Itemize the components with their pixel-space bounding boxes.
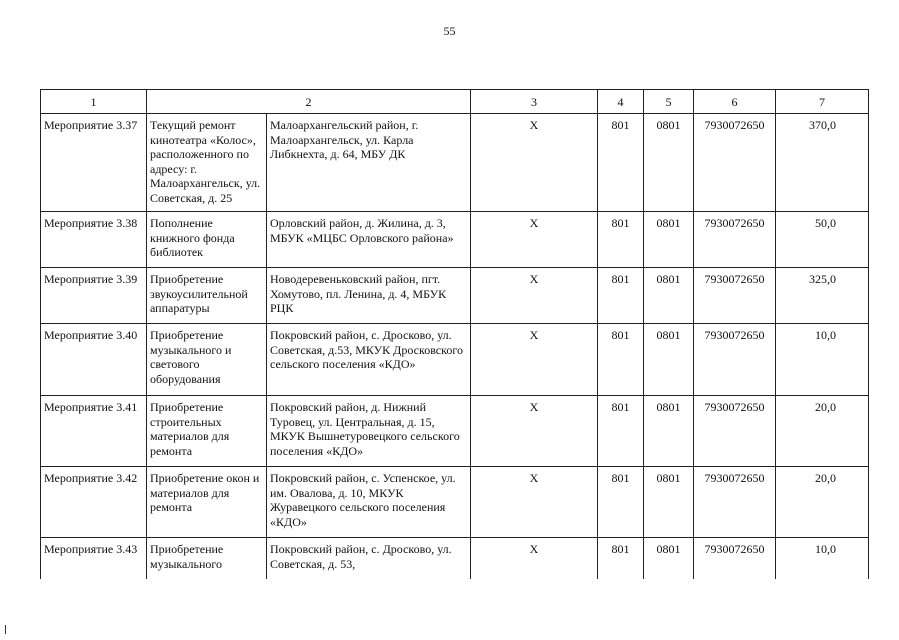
header-col-5: 5 (644, 90, 694, 114)
header-col-4: 4 (598, 90, 644, 114)
event-place-cell: Покровский район, с. Дросково, ул. Советская, д. 53, (267, 538, 471, 580)
col3-cell: Х (471, 467, 598, 538)
amount-cell: 10,0 (776, 538, 869, 580)
amount-cell: 325,0 (776, 268, 869, 324)
event-name-cell: Приобретение музыкального (147, 538, 267, 580)
col4-cell: 801 (598, 268, 644, 324)
event-cell: Мероприятие 3.41 (41, 396, 147, 467)
col6-cell: 7930072650 (694, 212, 776, 268)
budget-table (40, 89, 869, 579)
col4-cell: 801 (598, 538, 644, 580)
amount-cell: 370,0 (776, 114, 869, 212)
col4-cell: 801 (598, 212, 644, 268)
col4-cell: 801 (598, 114, 644, 212)
col5-cell: 0801 (644, 324, 694, 396)
event-name-cell: Приобретение музыкального и светового оборудования (147, 324, 267, 396)
table-row (41, 538, 869, 580)
col6-cell: 7930072650 (694, 268, 776, 324)
col3-cell: Х (471, 324, 598, 396)
table-row (41, 467, 869, 538)
table-header-row (41, 90, 869, 114)
col4-cell: 801 (598, 396, 644, 467)
event-place-cell: Малоархангельский район, г. Малоархангельск, ул. Карла Либкнехта, д. 64, МБУ ДК (267, 114, 471, 212)
col6-cell: 7930072650 (694, 538, 776, 580)
amount-cell: 20,0 (776, 467, 869, 538)
budget-table-container (40, 89, 869, 579)
col6-cell: 7930072650 (694, 114, 776, 212)
col6-cell: 7930072650 (694, 467, 776, 538)
amount-cell: 50,0 (776, 212, 869, 268)
event-name-cell: Приобретение строительных материалов для ремонта (147, 396, 267, 467)
amount-cell: 20,0 (776, 396, 869, 467)
col3-cell: Х (471, 538, 598, 580)
event-cell: Мероприятие 3.37 (41, 114, 147, 212)
col5-cell: 0801 (644, 268, 694, 324)
event-name-cell: Приобретение звукоусилительной аппаратуры (147, 268, 267, 324)
col4-cell: 801 (598, 467, 644, 538)
event-place-cell: Покровский район, с. Дросково, ул. Советская, д.53, МКУК Дросковского сельского поселения «КДО» (267, 324, 471, 396)
table-row (41, 212, 869, 268)
event-cell: Мероприятие 3.38 (41, 212, 147, 268)
col3-cell: Х (471, 396, 598, 467)
page-number: 55 (443, 24, 456, 38)
event-cell: Мероприятие 3.39 (41, 268, 147, 324)
table-row (41, 324, 869, 396)
event-cell: Мероприятие 3.42 (41, 467, 147, 538)
event-place-cell: Новодеревеньковский район, пгт. Хомутово, пл. Ленина, д. 4, МБУК РЦК (267, 268, 471, 324)
table-row (41, 114, 869, 212)
col5-cell: 0801 (644, 212, 694, 268)
event-place-cell: Покровский район, д. Нижний Туровец, ул. Центральная, д. 15, МКУК Вышнетуровецкого сельского поселения «КДО» (267, 396, 471, 467)
event-place-cell: Орловский район, д. Жилина, д. 3, МБУК «МЦБС Орловского района» (267, 212, 471, 268)
event-name-cell: Пополнение книжного фонда библиотек (147, 212, 267, 268)
header-col-1: 1 (41, 90, 147, 114)
event-cell: Мероприятие 3.43 (41, 538, 147, 580)
col6-cell: 7930072650 (694, 324, 776, 396)
event-name-cell: Текущий ремонт кинотеатра «Колос», расположенного по адресу: г. Малоархангельск, ул. Советская, д. 25 (147, 114, 267, 212)
table-row (41, 268, 869, 324)
col5-cell: 0801 (644, 114, 694, 212)
col3-cell: Х (471, 114, 598, 212)
header-col-7: 7 (776, 90, 869, 114)
event-name-cell: Приобретение окон и материалов для ремонта (147, 467, 267, 538)
col3-cell: Х (471, 268, 598, 324)
header-col-2: 2 (147, 90, 471, 114)
col4-cell: 801 (598, 324, 644, 396)
table-row (41, 396, 869, 467)
col6-cell: 7930072650 (694, 396, 776, 467)
col5-cell: 0801 (644, 396, 694, 467)
col5-cell: 0801 (644, 467, 694, 538)
event-place-cell: Покровский район, с. Успенское, ул. им. Овалова, д. 10, МКУК Журавецкого сельского поселения «КДО» (267, 467, 471, 538)
header-col-6: 6 (694, 90, 776, 114)
margin-mark (5, 625, 6, 634)
col5-cell: 0801 (644, 538, 694, 580)
col3-cell: Х (471, 212, 598, 268)
event-cell: Мероприятие 3.40 (41, 324, 147, 396)
amount-cell: 10,0 (776, 324, 869, 396)
header-col-3: 3 (471, 90, 598, 114)
